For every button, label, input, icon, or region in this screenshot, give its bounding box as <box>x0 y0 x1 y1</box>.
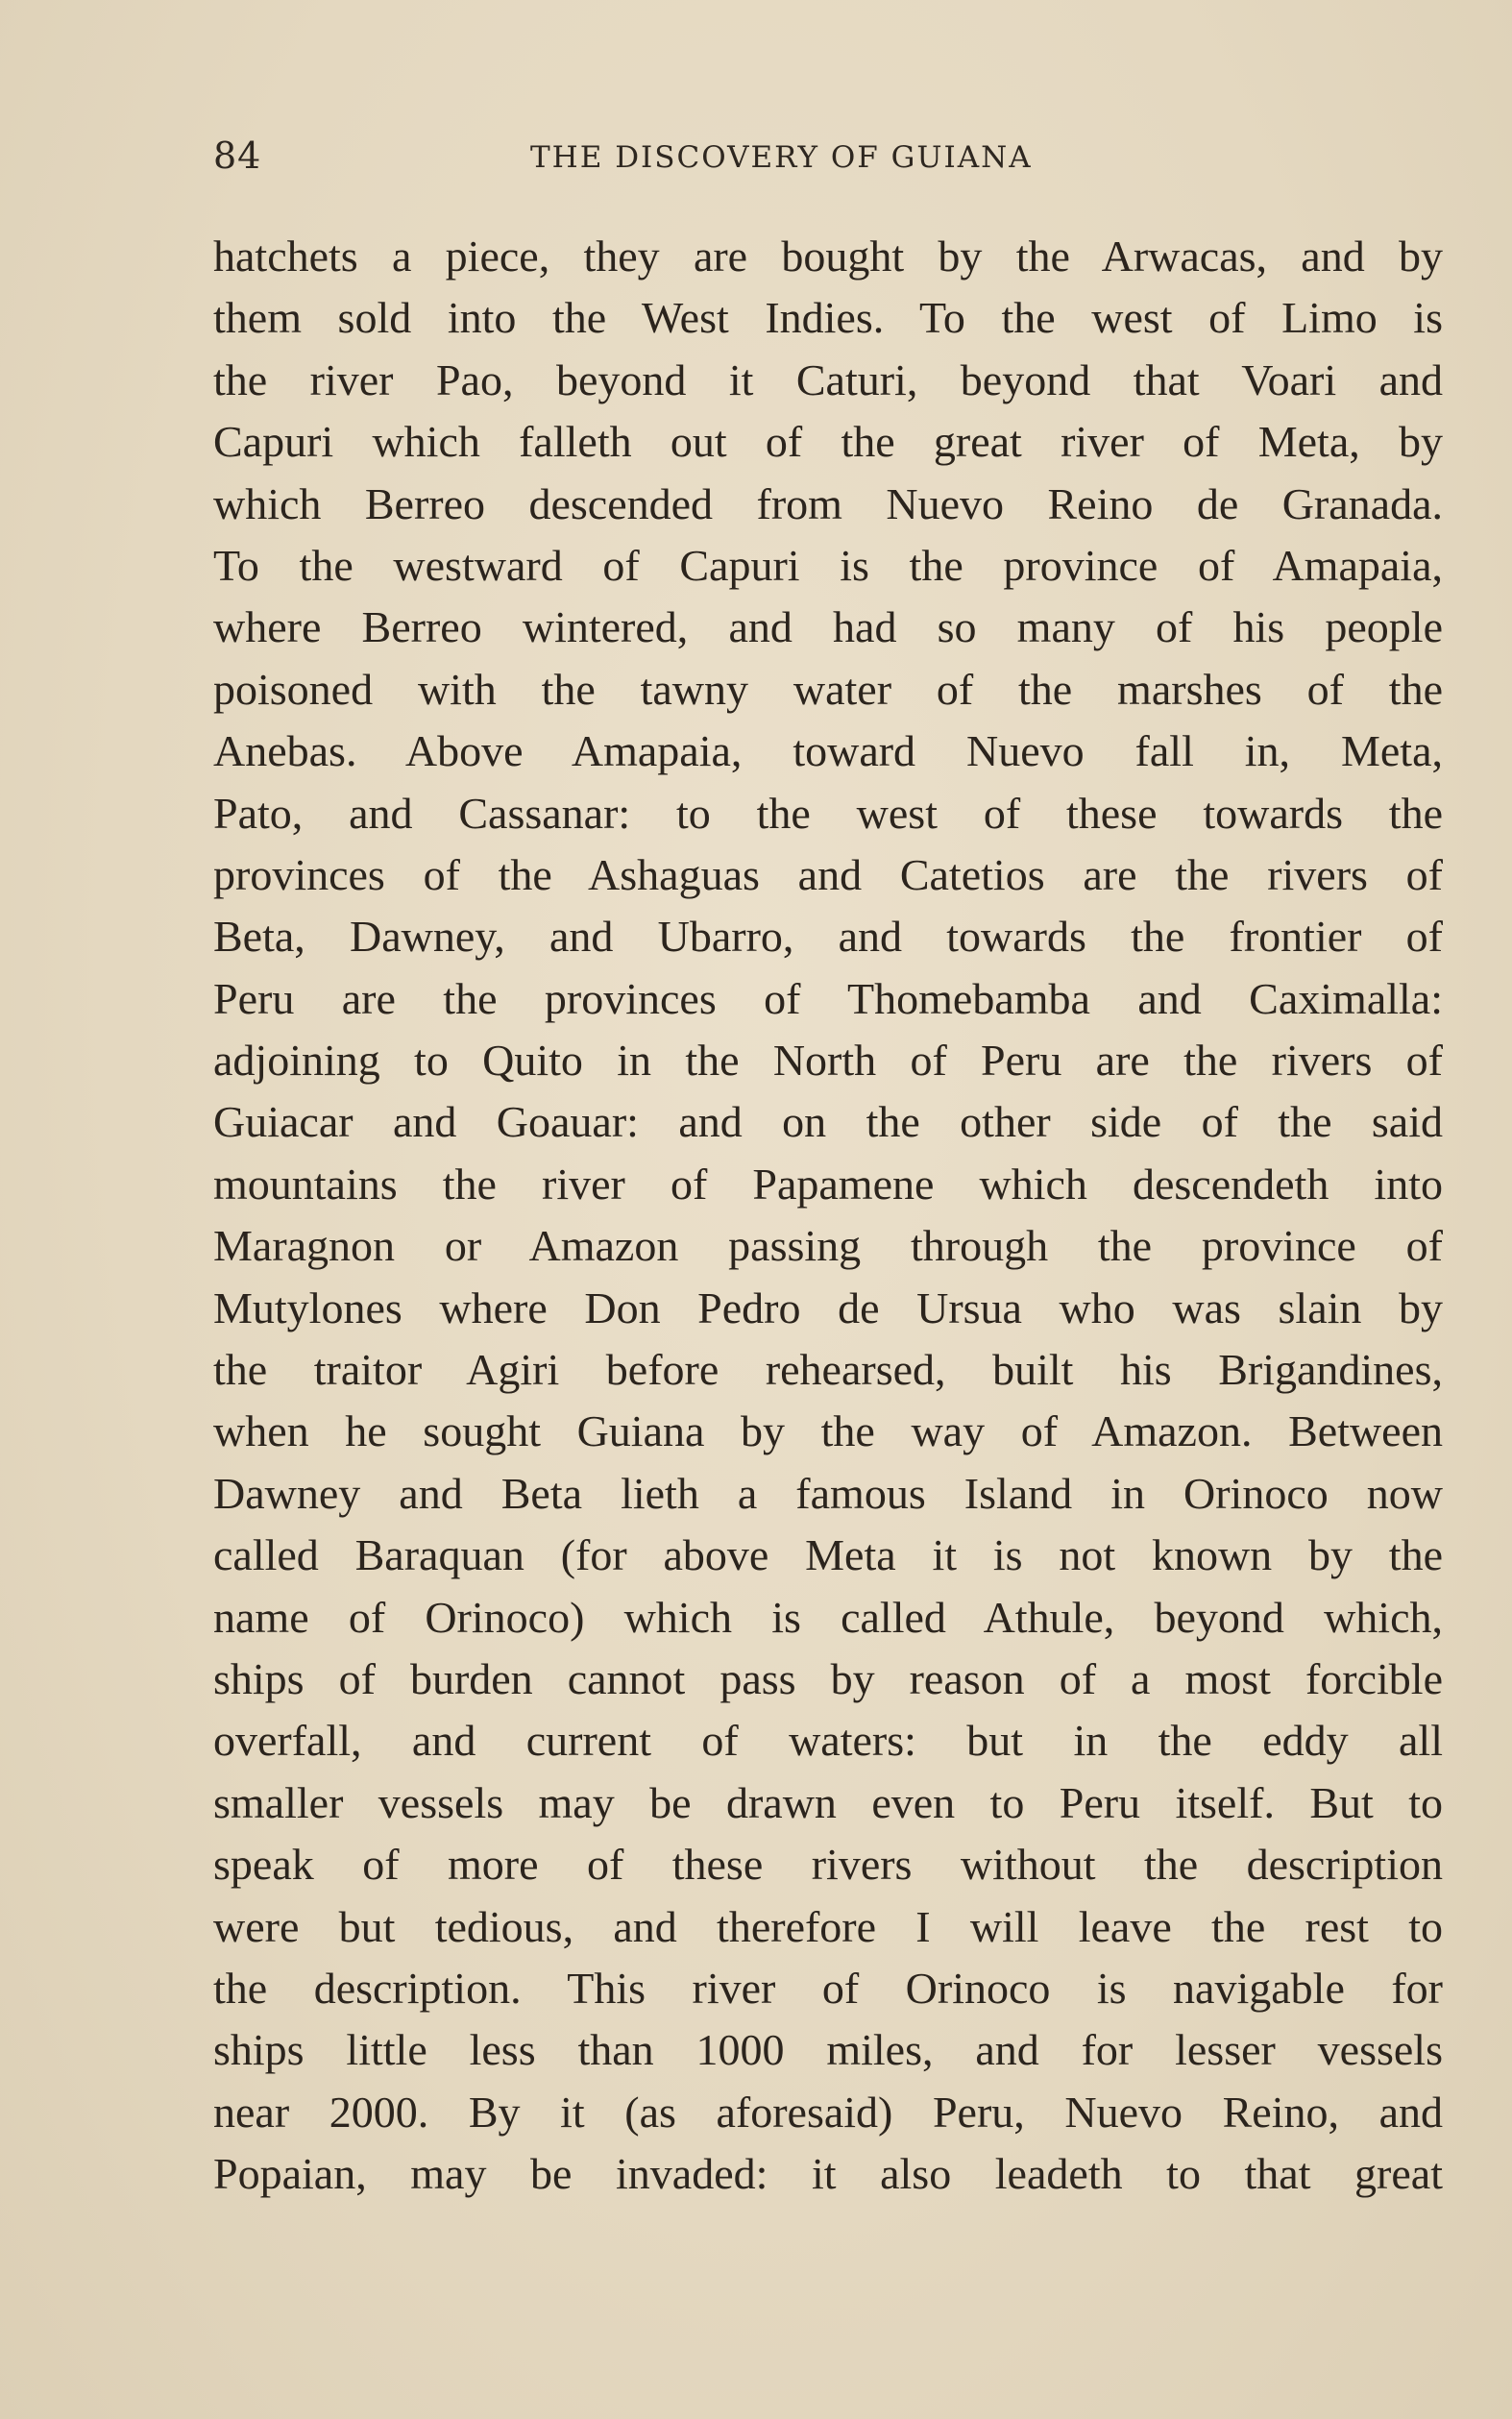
text-line: Popaian, may be invaded: it also leadeth to that great <box>213 2149 1443 2199</box>
text-line: where Berreo wintered, and had so many of his people <box>213 602 1443 652</box>
text-line: Mutylones where Don Pedro de Ursua who was slain by <box>213 1283 1443 1332</box>
text-line: poisoned with the tawny water of the marshes of the <box>213 664 1443 714</box>
text-line: the traitor Agiri before rehearsed, built his Brigandines, <box>213 1345 1443 1395</box>
running-title: THE DISCOVERY OF GUIANA <box>530 140 1033 175</box>
text-line: Guiacar and Goauar: and on the other side of the said <box>213 1097 1443 1147</box>
text-line: them sold into the West Indies. To the west of Limo is <box>213 293 1443 343</box>
text-line: Beta, Dawney, and Ubarro, and towards the frontier of <box>213 912 1443 962</box>
text-line: Dawney and Beta lieth a famous Island in Orinoco now <box>213 1468 1443 1518</box>
text-line: mountains the river of Papamene which descendeth into <box>213 1159 1443 1209</box>
text-line: provinces of the Ashaguas and Catetios are the rivers of <box>213 849 1443 899</box>
text-line: when he sought Guiana by the way of Amazon. Between <box>213 1406 1443 1456</box>
text-line: Capuri which falleth out of the great river of Meta, by <box>213 417 1443 467</box>
text-line: smaller vessels may be drawn even to Peru itself. But to <box>213 1777 1443 1827</box>
text-line: Maragnon or Amazon passing through the province of <box>213 1221 1443 1271</box>
text-line: Pato, and Cassanar: to the west of these towards the <box>213 788 1443 838</box>
text-line: near 2000. By it (as aforesaid) Peru, Nuevo Reino, and <box>213 2087 1443 2137</box>
text-line: To the westward of Capuri is the province of Amapaia, <box>213 540 1443 590</box>
text-line: ships little less than 1000 miles, and for lesser vessels <box>213 2025 1443 2075</box>
text-line: adjoining to Quito in the North of Peru are the rivers of <box>213 1036 1443 1086</box>
text-line: were but tedious, and therefore I will leave the rest to <box>213 1901 1443 1951</box>
page-number: 84 <box>213 134 262 177</box>
body-text <box>213 226 1443 2206</box>
text-line: speak of more of these rivers without the description <box>213 1840 1443 1890</box>
page-header <box>213 134 1443 183</box>
text-line: ships of burden cannot pass by reason of a most forcible <box>213 1653 1443 1703</box>
text-line: the river Pao, beyond it Caturi, beyond that Voari and <box>213 354 1443 404</box>
text-line: which Berreo descended from Nuevo Reino de Granada. <box>213 478 1443 528</box>
text-line: hatchets a piece, they are bought by the Arwacas, and by <box>213 232 1443 281</box>
text-line: Anebas. Above Amapaia, toward Nuevo fall in, Meta, <box>213 726 1443 776</box>
text-line: Peru are the provinces of Thomebamba and Caximalla: <box>213 973 1443 1023</box>
text-line: the description. This river of Orinoco is navigable for <box>213 1963 1443 2013</box>
text-line: called Baraquan (for above Meta it is not known by the <box>213 1530 1443 1580</box>
text-line: name of Orinoco) which is called Athule, beyond which, <box>213 1592 1443 1642</box>
text-line: overfall, and current of waters: but in the eddy all <box>213 1716 1443 1766</box>
